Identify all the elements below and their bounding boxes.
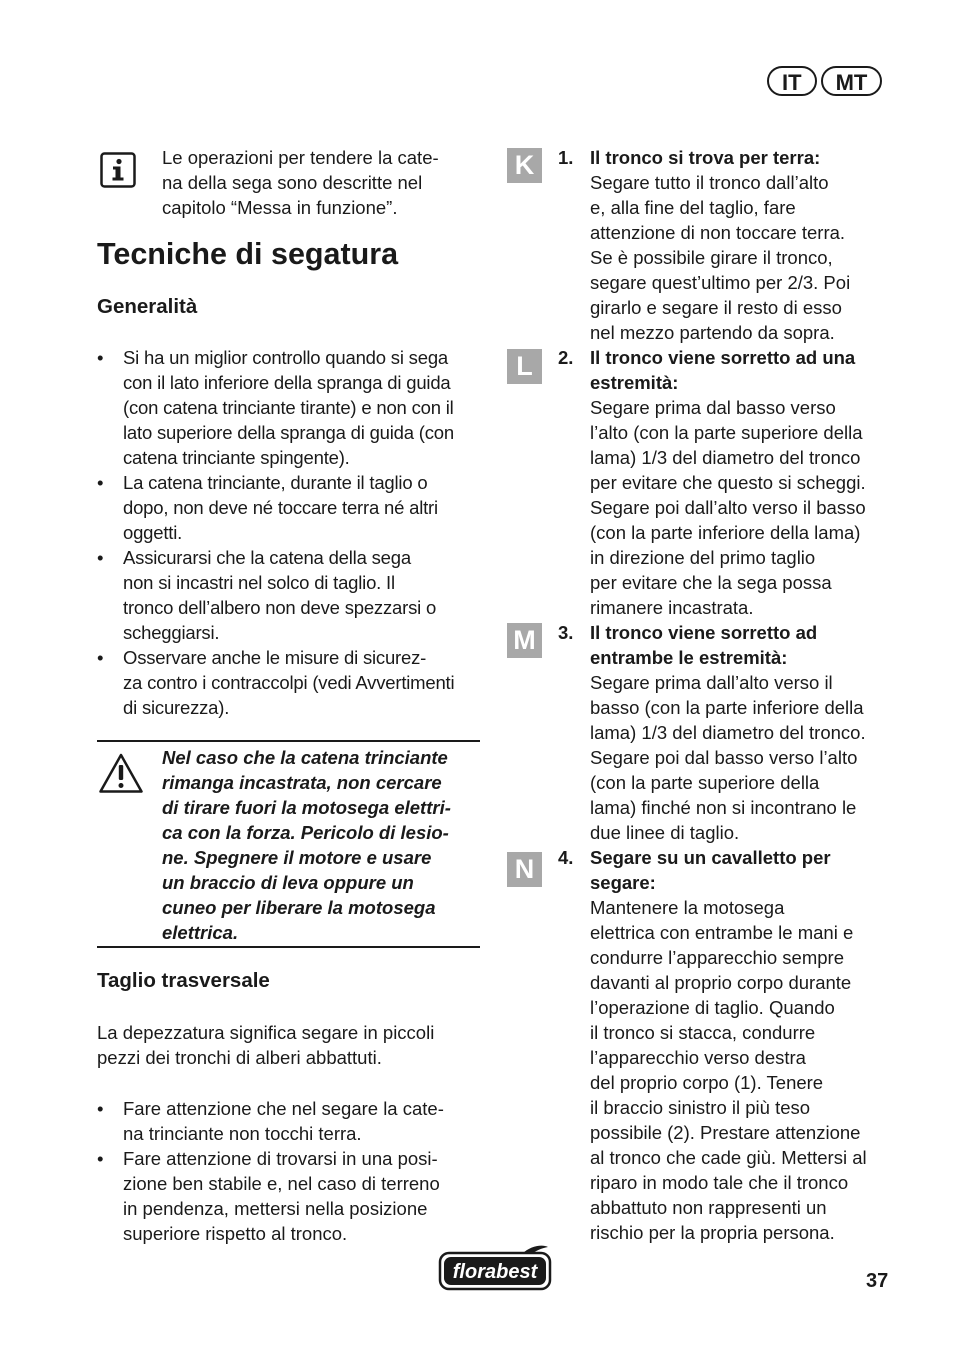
taglio-heading: Taglio trasversale bbox=[97, 969, 270, 992]
text-line: na della sega sono descritte nel bbox=[162, 172, 423, 193]
list-item: • Si ha un miglior controllo quando si sega con il lato inferiore della spranga di guida (con catena trinciante tirante) e non con il lato superiore della spranga di guida (con catena trinciante spingente). bbox=[97, 345, 480, 470]
step-3-text: Il tronco viene sorretto ad entrambe le estremità: Segare prima dall’alto verso il basso (con la parte inferiore della lama) 1/3 del diametro del tronco. Segare poi dal basso verso l’alto (con la parte superiore della lama) finché non si incontrano le due linee di taglio. bbox=[590, 622, 866, 843]
step-letter-m: M bbox=[507, 623, 542, 658]
section-title: Tecniche di segatura bbox=[97, 237, 399, 271]
warning-triangle-icon bbox=[98, 752, 144, 794]
list-item: • Fare attenzione di trovarsi in una posi- zione ben stabile e, nel caso di terreno in pendenza, mettersi nella posizione superiore rispetto al tronco. bbox=[97, 1146, 480, 1246]
info-icon bbox=[100, 152, 136, 188]
info-note-text bbox=[162, 145, 472, 220]
language-badges bbox=[767, 66, 882, 96]
svg-text:florabest: florabest bbox=[452, 1261, 538, 1283]
generalita-heading: Generalità bbox=[97, 295, 198, 318]
step-number: 4. bbox=[558, 847, 574, 868]
text-line: Le operazioni per tendere la cate- bbox=[162, 147, 439, 168]
list-item: • Osservare anche le misure di sicurez- za contro i contraccolpi (vedi Avvertimenti di sicurezza). bbox=[97, 645, 480, 720]
step-number: 2. bbox=[558, 347, 574, 368]
list-item: • Assicurarsi che la catena della sega non si incastri nel solco di taglio. Il tronco dell’albero non deve spezzarsi o scheggiarsi. bbox=[97, 545, 480, 645]
list-item: • Fare attenzione che nel segare la cate- na trinciante non tocchi terra. bbox=[97, 1096, 480, 1146]
step-letter-k: K bbox=[507, 148, 542, 183]
page-number: 37 bbox=[866, 1270, 889, 1292]
text-line: capitolo “Messa in funzione”. bbox=[162, 197, 398, 218]
step-letter-l: L bbox=[507, 349, 542, 384]
taglio-bullet-list bbox=[97, 1096, 480, 1246]
step-number: 3. bbox=[558, 622, 574, 643]
warning-text: Nel caso che la catena trinciante rimanga incastrata, non cercare di tirare fuori la motosega elettri- ca con la forza. Pericolo di lesio- ne. Spegnere il motore e usare un braccio di leva oppure un cuneo per liberare la motosega elettrica. bbox=[162, 747, 451, 943]
list-item: • La catena trinciante, durante il taglio o dopo, non deve né toccare terra né altri oggetti. bbox=[97, 470, 480, 545]
step-letter-n: N bbox=[507, 852, 542, 887]
language-badge-mt: MT bbox=[821, 66, 883, 96]
florabest-logo bbox=[438, 1245, 552, 1291]
taglio-intro: La depezzatura significa segare in piccoli pezzi dei tronchi di alberi abbattuti. bbox=[97, 1022, 435, 1068]
step-1-text: Il tronco si trova per terra: Segare tutto il tronco dall’alto e, alla fine del taglio, fare attenzione di non toccare terra. Se è possibile girare il tronco, segare quest’ultimo per 2/3. Poi girarlo e segare il resto di esso nel mezzo partendo da sopra. bbox=[590, 147, 851, 343]
step-number: 1. bbox=[558, 147, 574, 168]
step-4-text: Segare su un cavalletto per segare: Mantenere la motosega elettrica con entrambe le mani e condurre l’apparecchio sempre davanti al proprio corpo durante l’operazione di taglio. Quando il tronco si stacca, condurre l’apparecchio verso destra del proprio corpo (1). Tenere il braccio sinistro il più teso possibile (2). Prestare attenzione al tronco che cade giù. Mettersi al riparo in modo tale che il tronco abbattuto non rappresenti un rischio per la propria persona. bbox=[590, 847, 867, 1243]
language-badge-it: IT bbox=[767, 66, 817, 96]
step-2-text: Il tronco viene sorretto ad una estremità: Segare prima dal basso verso l’alto (con la parte superiore della lama) 1/3 del diametro del tronco per evitare che questo si scheggi. Segare poi dall’alto verso il basso (con la parte inferiore della lama) in direzione del primo taglio per evitare che la sega possa rimanere incastrata. bbox=[590, 347, 866, 618]
generalita-bullet-list bbox=[97, 345, 480, 720]
